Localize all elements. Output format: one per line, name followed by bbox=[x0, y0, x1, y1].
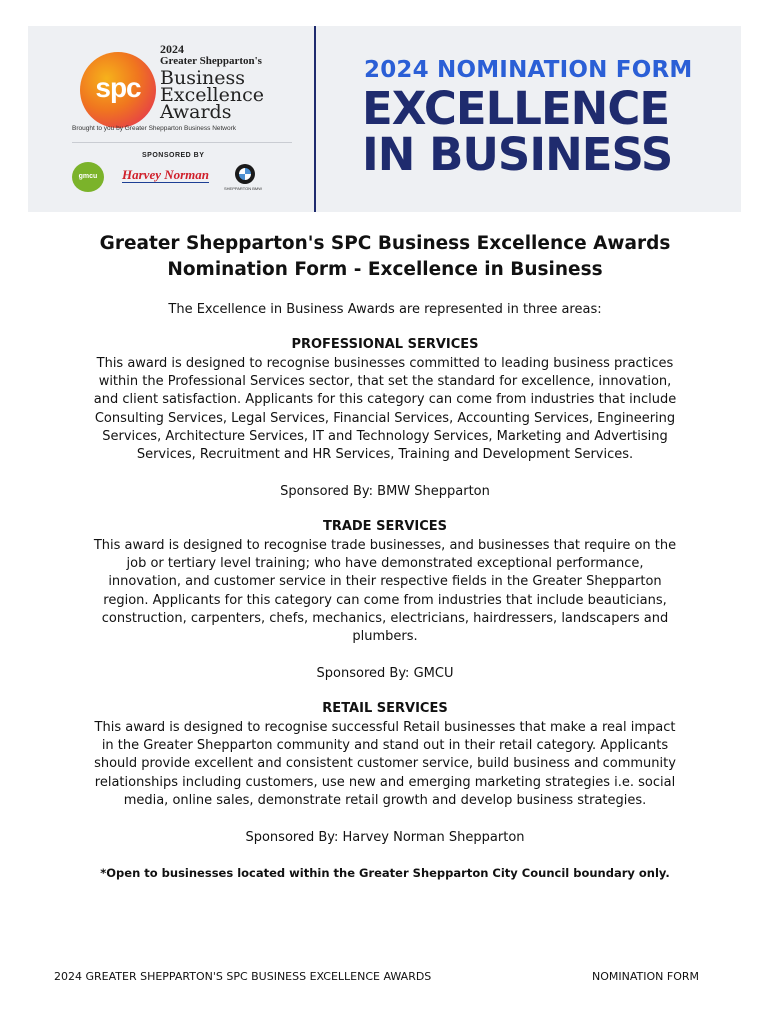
section-body-retail bbox=[50, 719, 720, 810]
body-line: job or tertiary level training; who have demonstrated exceptional performance, bbox=[126, 556, 644, 572]
body-line: plumbers. bbox=[352, 629, 418, 645]
body-line: within the Professional Services sector, that set the standard for excellence, innovation, bbox=[98, 374, 672, 390]
footer-right-text: NOMINATION FORM bbox=[592, 970, 699, 983]
sponsored-by-label: SPONSORED BY bbox=[142, 152, 205, 159]
banner-divider bbox=[314, 26, 316, 212]
body-line: Services, Recruitment and HR Services, Training and Development Services. bbox=[136, 447, 634, 463]
eligibility-note: *Open to businesses located within the Greater Shepparton City Council boundary only. bbox=[100, 866, 670, 880]
logo-word-awards: Awards bbox=[160, 101, 232, 123]
form-title: 2024 NOMINATION FORM bbox=[364, 57, 693, 83]
gmcu-logo-text: gmcu bbox=[78, 173, 98, 180]
footer-left-text: 2024 GREATER SHEPPARTON'S SPC BUSINESS EXCELLENCE AWARDS bbox=[54, 970, 432, 983]
body-line: relationships including customers, use new and emerging marketing strategies i.e. social bbox=[94, 774, 676, 790]
sponsor-retail: Sponsored By: Harvey Norman Shepparton bbox=[245, 830, 525, 845]
page-title-line2: Nomination Form - Excellence in Business bbox=[167, 259, 603, 280]
intro-text: The Excellence in Business Awards are represented in three areas: bbox=[168, 302, 602, 317]
page-title-line1: Greater Shepparton's SPC Business Excellence Awards bbox=[99, 233, 671, 254]
body-line: should provide excellent and consistent customer service, build business and community bbox=[94, 756, 676, 772]
section-body-trade bbox=[50, 537, 720, 646]
logo-divider bbox=[72, 142, 292, 143]
spc-logo-icon bbox=[80, 52, 156, 128]
body-line: innovation, and customer service in their respective fields in the Greater Shepparton bbox=[108, 574, 662, 590]
logo-word-business: Business bbox=[160, 67, 246, 89]
section-heading-professional: PROFESSIONAL SERVICES bbox=[291, 337, 479, 352]
sponsor-trade: Sponsored By: GMCU bbox=[316, 666, 454, 681]
body-line: media, online sales, demonstrate retail growth and develop business strategies. bbox=[123, 792, 647, 808]
section-heading-trade: TRADE SERVICES bbox=[322, 519, 448, 534]
bmw-logo-icon bbox=[235, 164, 255, 184]
sponsor-professional: Sponsored By: BMW Shepparton bbox=[280, 484, 490, 499]
section-heading-retail: RETAIL SERVICES bbox=[322, 701, 448, 716]
logo-word-excellence: Excellence bbox=[160, 84, 264, 106]
body-line: This award is designed to recognise businesses committed to leading business practices bbox=[96, 356, 674, 371]
body-line: Services, Architecture Services, IT and Technology Services, Marketing and Advertising bbox=[102, 428, 668, 444]
section-body-professional bbox=[50, 355, 720, 464]
bmw-roundel-icon bbox=[239, 168, 251, 180]
logo-subtitle: Greater Shepparton's bbox=[160, 55, 262, 67]
logo-year: 2024 bbox=[160, 42, 184, 56]
form-big-title-line1: EXCELLENCE bbox=[362, 82, 670, 135]
gmcu-logo-icon bbox=[72, 162, 104, 192]
body-line: construction, carpenters, chefs, mechanics, electricians, hairdressers, landscapers and bbox=[101, 610, 669, 626]
brought-by-text: Brought to you by Greater Shepparton Business Network bbox=[72, 125, 237, 132]
harvey-norman-logo: Harvey Norman bbox=[122, 167, 210, 182]
body-line: Consulting Services, Legal Services, Financial Services, Accounting Services, Engineering bbox=[94, 410, 676, 426]
body-line: region. Applicants for this category can come from industries that include beauticians, bbox=[103, 592, 667, 608]
form-big-title-line2: IN BUSINESS bbox=[362, 128, 673, 181]
body-line: in the Greater Shepparton community and stand out in their retail category. Applicants bbox=[101, 738, 669, 754]
logo-mark: spc bbox=[95, 72, 141, 103]
body-line: This award is designed to recognise trade businesses, and businesses that require on the bbox=[93, 538, 677, 553]
body-line: and client satisfaction. Applicants for this category can come from industries that include bbox=[93, 392, 677, 408]
bmw-logo-caption: SHEPPARTON BMW bbox=[224, 186, 263, 191]
body-line: This award is designed to recognise successful Retail businesses that make a real impact bbox=[94, 720, 676, 735]
